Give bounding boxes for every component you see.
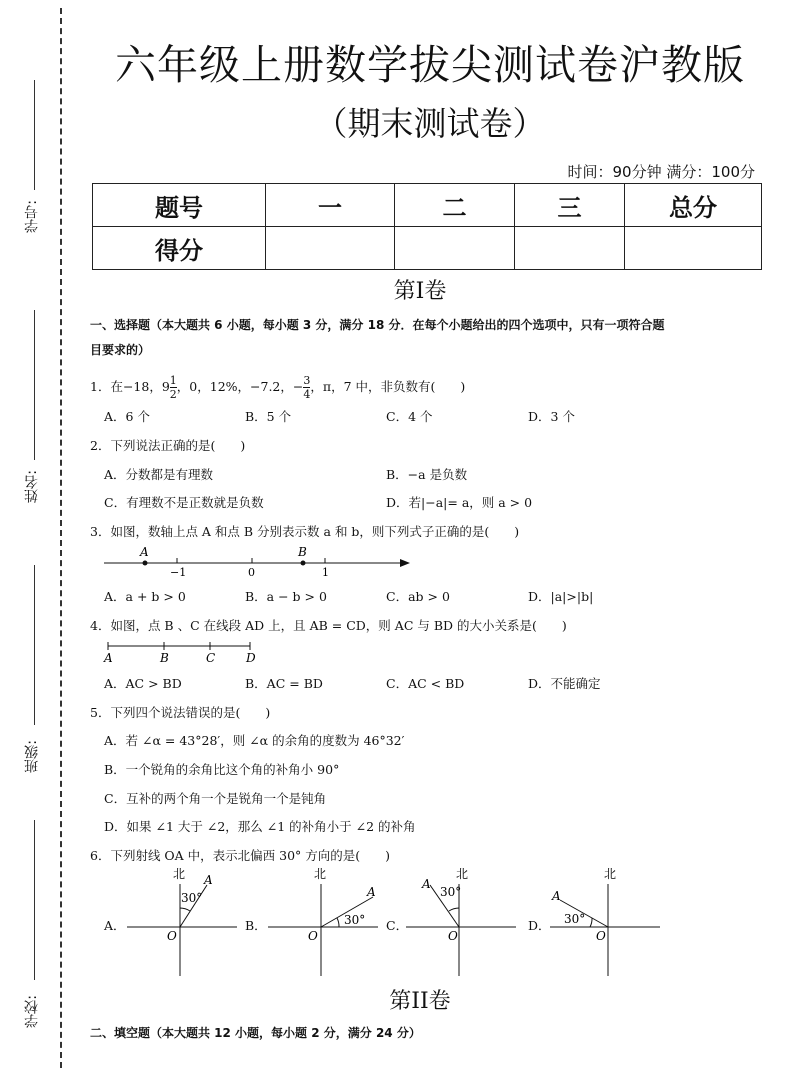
q1-option-b[interactable]: B．5 个 xyxy=(245,409,292,424)
school-line xyxy=(34,820,35,980)
origin-label: O xyxy=(448,929,458,943)
q3-option-d[interactable]: D．|a|>|b| xyxy=(528,589,594,604)
question-4-stem: 4．如图，点 B 、C 在线段 AD 上，且 AB = CD，则 AC 与 BD 的大小关系是( ) xyxy=(90,618,567,633)
q1-option-d[interactable]: D．3 个 xyxy=(528,409,575,424)
q5-option-c[interactable]: C．互补的两个角一个是锐角一个是钝角 xyxy=(104,791,327,806)
question-1-stem xyxy=(90,374,465,401)
segment-point-label: D xyxy=(246,651,256,665)
angle-label: 30° xyxy=(564,912,586,926)
score-header-cell: 三 xyxy=(515,184,625,227)
segment-point-label: C xyxy=(206,651,216,665)
origin-label: O xyxy=(308,929,318,943)
q1-frac1-den: 2 xyxy=(169,388,177,401)
q5-option-d[interactable]: D．如果 ∠1 大于 ∠2，那么 ∠1 的补角小于 ∠2 的补角 xyxy=(104,819,416,834)
score-input-cell[interactable] xyxy=(395,227,515,270)
angle-label: 30° xyxy=(440,885,462,899)
number-line-figure xyxy=(100,543,420,581)
ray-label: A xyxy=(422,877,431,891)
q1-option-a[interactable]: A．6 个 xyxy=(104,409,150,424)
q6-option-b[interactable]: B． xyxy=(245,918,267,933)
q1-mid: ，0，12%，−7.2，− xyxy=(176,379,304,394)
score-table-row xyxy=(93,227,762,270)
segment-point-label: B xyxy=(160,651,169,665)
score-header-cell: 二 xyxy=(395,184,515,227)
part1-title: 第I卷 xyxy=(393,279,447,304)
school-label: 学校: xyxy=(24,995,40,1028)
q1-option-c[interactable]: C．4 个 xyxy=(386,409,433,424)
q2-option-b[interactable]: B．−a 是负数 xyxy=(386,467,468,482)
section2-heading: 二、填空题（本大题共 12 小题，每小题 2 分，满分 24 分） xyxy=(90,1026,421,1040)
class-label: 班级: xyxy=(24,740,40,773)
ray-label: A xyxy=(552,889,561,903)
q4-option-b[interactable]: B．AC = BD xyxy=(245,676,323,691)
origin-label: O xyxy=(596,929,606,943)
score-input-cell[interactable] xyxy=(515,227,625,270)
q2-option-c[interactable]: C．有理数不是正数就是负数 xyxy=(104,495,264,510)
page-title: 六年级上册数学拔尖测试卷沪教版 xyxy=(115,41,745,89)
q2-option-a[interactable]: A．分数都是有理数 xyxy=(104,467,214,482)
q2-option-d[interactable]: D．若|−a|= a，则 a > 0 xyxy=(386,495,533,510)
score-header-cell: 一 xyxy=(266,184,395,227)
score-input-cell[interactable] xyxy=(625,227,762,270)
q3-option-a[interactable]: A．a + b > 0 xyxy=(104,589,186,604)
score-table-row xyxy=(93,184,762,227)
q6-figure-a xyxy=(125,866,245,978)
part2-title: 第II卷 xyxy=(389,989,451,1014)
q1-suffix: ，π，7 中，非负数有( ) xyxy=(310,379,466,394)
q5-option-b[interactable]: B．一个锐角的余角比这个角的补角小 90° xyxy=(104,762,340,777)
segment-figure xyxy=(100,638,270,666)
q4-option-d[interactable]: D．不能确定 xyxy=(528,676,601,691)
tick-label: −1 xyxy=(170,566,187,579)
score-input-cell[interactable] xyxy=(266,227,395,270)
score-header-cell: 总分 xyxy=(625,184,762,227)
q1-frac1-num: 1 xyxy=(169,374,177,387)
tick-label: 0 xyxy=(248,566,255,579)
north-label: 北 xyxy=(314,867,327,881)
ray-label: A xyxy=(204,873,213,887)
class-line xyxy=(34,565,35,725)
north-label: 北 xyxy=(173,867,186,881)
q6-option-c[interactable]: C． xyxy=(386,918,409,933)
section1-heading-cont: 目要求的） xyxy=(90,343,151,357)
name-label: 姓名: xyxy=(24,470,40,503)
student-no-label: 学号: xyxy=(24,200,40,233)
time-info: 时间：90分钟 满分：100分 xyxy=(567,163,755,181)
q6-figure-c xyxy=(404,866,524,978)
q1-frac2-num: 3 xyxy=(303,374,311,387)
angle-label: 30° xyxy=(344,913,366,927)
q1-prefix: 1．在−18，9 xyxy=(90,379,170,394)
north-label: 北 xyxy=(604,867,617,881)
binding-dashed-line xyxy=(60,8,62,1068)
question-2-stem: 2．下列说法正确的是( ) xyxy=(90,438,246,453)
point-b-label: B xyxy=(298,545,307,559)
north-label: 北 xyxy=(456,867,469,881)
q6-figure-d xyxy=(548,866,668,978)
score-label-cell: 得分 xyxy=(93,227,266,270)
segment-point-label: A xyxy=(104,651,113,665)
section1-heading: 一、选择题（本大题共 6 小题，每小题 3 分，满分 18 分．在每个小题给出的四个选项中，只有一项符合题 xyxy=(90,318,665,332)
question-5-stem: 5．下列四个说法错误的是( ) xyxy=(90,705,271,720)
q3-option-c[interactable]: C．ab > 0 xyxy=(386,589,450,604)
origin-label: O xyxy=(167,929,177,943)
page-subtitle: （期末测试卷） xyxy=(314,104,546,143)
name-line xyxy=(34,310,35,460)
score-header-cell: 题号 xyxy=(93,184,266,227)
angle-label: 30° xyxy=(181,891,203,905)
q6-figure-b xyxy=(266,866,386,978)
q3-option-b[interactable]: B．a − b > 0 xyxy=(245,589,327,604)
q1-frac2-den: 4 xyxy=(303,388,311,401)
q4-option-a[interactable]: A．AC > BD xyxy=(104,676,182,691)
ray-label: A xyxy=(367,885,376,899)
tick-label: 1 xyxy=(322,566,329,579)
q5-option-a[interactable]: A．若 ∠α = 43°28′，则 ∠α 的余角的度数为 46°32′ xyxy=(104,733,405,748)
question-3-stem: 3．如图，数轴上点 A 和点 B 分别表示数 a 和 b，则下列式子正确的是( ) xyxy=(90,524,520,539)
q6-option-a[interactable]: A． xyxy=(104,918,126,933)
question-6-stem: 6．下列射线 OA 中，表示北偏西 30° 方向的是( ) xyxy=(90,848,391,863)
point-a-label: A xyxy=(140,545,149,559)
q4-option-c[interactable]: C．AC < BD xyxy=(386,676,465,691)
q6-option-d[interactable]: D． xyxy=(528,918,551,933)
score-table xyxy=(92,183,762,270)
